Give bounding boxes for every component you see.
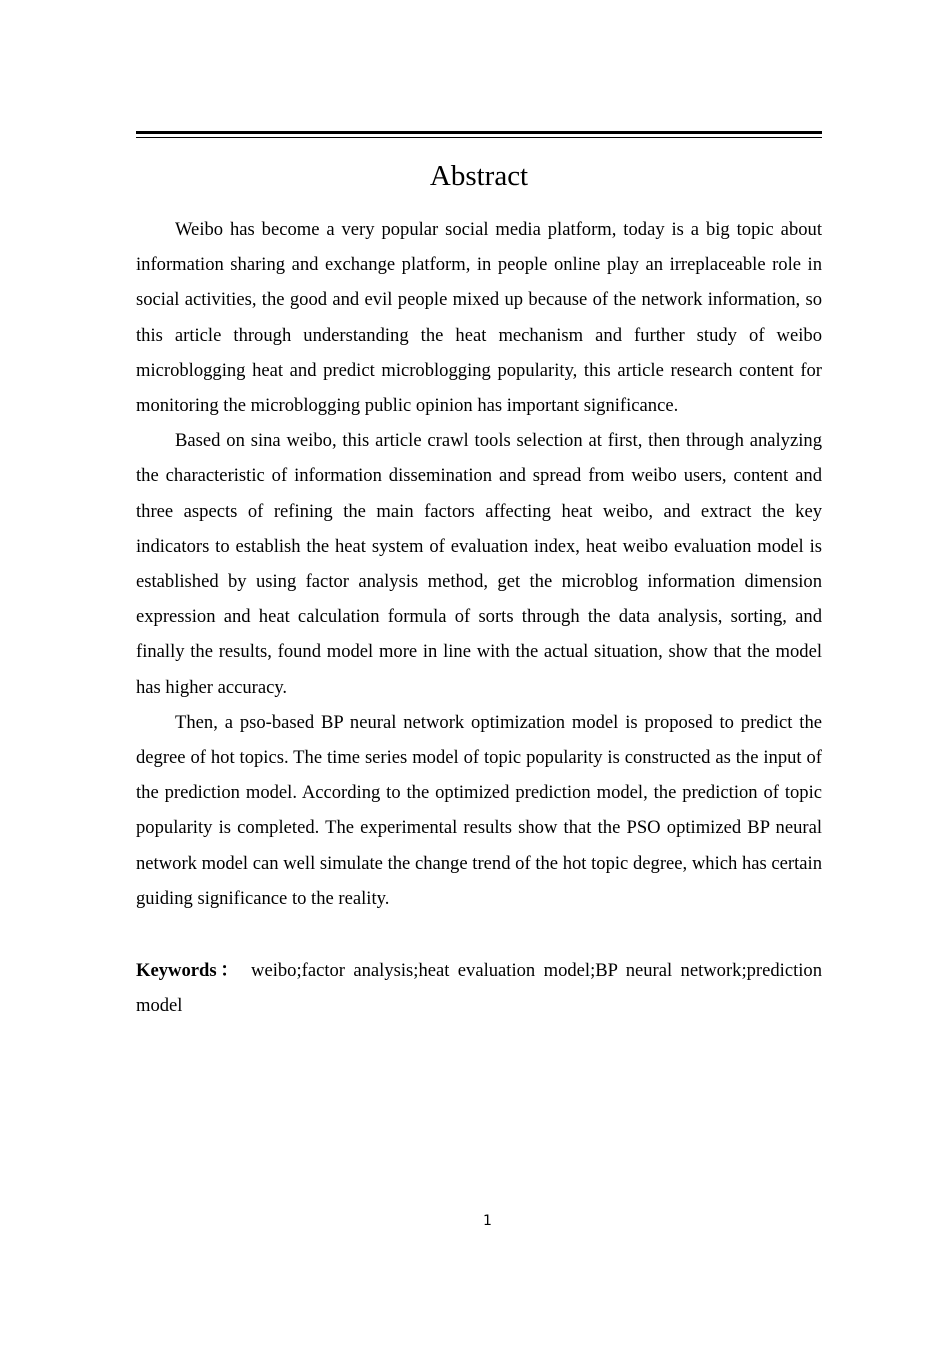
header-double-rule [136, 131, 822, 138]
abstract-title: Abstract [429, 160, 529, 192]
abstract-paragraph-3: Then, a pso-based BP neural network optimization model is proposed to predict the degree of hot topics. The time series model of topic popularity is constructed as the input of the prediction model. According to the optimized prediction model, the prediction of topic popularity is completed. The experimental results show that the PSO optimized BP neural network model can well simulate the change trend of the hot topic degree, which has certain guiding significance to the reality. [136, 711, 822, 909]
abstract-paragraph-2: Based on sina weibo, this article crawl tools selection at first, then through analyzing the characteristic of information dissemination and spread from weibo users, content and three aspects of refining the main factors affecting heat weibo, and extract the key indicators to establish the heat system of evaluation index, heat weibo evaluation model is established by using factor analysis method, get the microblog information dimension expression and heat calculation formula of sorts through the data analysis, sorting, and finally the results, found model more in line with the actual situation, show that the model has higher accuracy. [136, 430, 822, 698]
abstract-paragraph-1: Weibo has become a very popular social media platform, today is a big topic about information sharing and exchange platform, in people online play an irreplaceable role in social activities, the good and evil people mixed up because of the network information, so this article through understanding the heat mechanism and further study of weibo microblogging heat and predict microblogging popularity, this article research content for monitoring the microblogging public opinion has important significance. [136, 219, 822, 417]
keywords-text: weibo;factor analysis;heat evaluation model;BP neural network;prediction model [136, 960, 823, 1017]
page-number: 1 [483, 1213, 492, 1229]
keywords-line [136, 953, 822, 1023]
abstract-body [136, 212, 822, 916]
keywords-label: Keywords： [136, 960, 243, 981]
